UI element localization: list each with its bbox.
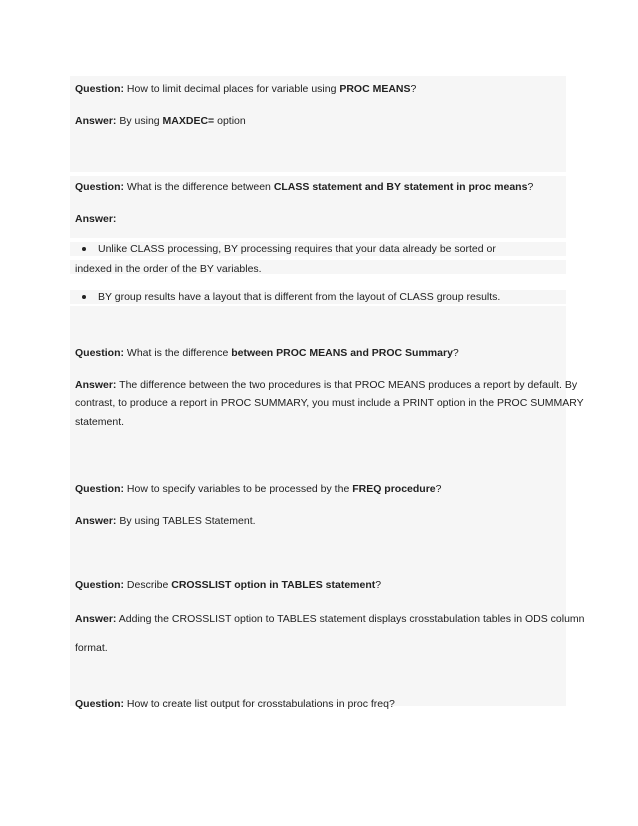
question-text: Describe: [124, 579, 172, 591]
question-keyword: FREQ procedure: [352, 483, 436, 495]
answer-5: [75, 612, 585, 626]
answer-5-line-2: format.: [75, 642, 108, 654]
question-label: Question:: [75, 83, 124, 95]
question-4: Question: How to specify variables to be processed by the FREQ procedure?: [75, 483, 442, 495]
question-text: How to create list output for crosstabulations in proc freq?: [124, 698, 395, 710]
bullet-icon: [82, 247, 86, 251]
question-keyword: CLASS statement and BY statement in proc means: [273, 181, 528, 193]
question-3: Question: What is the difference between PROC MEANS and PROC Summary?: [75, 347, 459, 359]
question-label: Question:: [75, 483, 124, 495]
question-text: How to specify variables to be processed by the: [124, 483, 353, 495]
question-label: Question:: [75, 347, 124, 359]
question-keyword: CROSSLIST option in TABLES statement: [171, 579, 376, 591]
answer-label: Answer:: [75, 115, 117, 127]
answer-3-line-3: statement.: [75, 416, 125, 428]
question-label: Question:: [75, 181, 124, 193]
answer-label: Answer:: [75, 515, 117, 527]
bullet-icon: [82, 295, 86, 299]
question-keyword: between PROC MEANS and PROC Summary: [231, 347, 453, 359]
answer-2: [75, 212, 116, 226]
answer-text: By using: [116, 115, 163, 127]
answer-label: Answer:: [75, 613, 117, 625]
question-1: Question: How to limit decimal places for variable using PROC MEANS?: [75, 83, 417, 95]
answer-text: By using TABLES Statement.: [116, 515, 256, 527]
question-text: What is the difference: [124, 347, 232, 359]
answer-keyword: MAXDEC=: [162, 115, 215, 127]
qa-background-block-6: [70, 306, 566, 706]
question-2: Question: What is the difference between CLASS statement and BY statement in proc means?: [75, 181, 534, 193]
question-text: What is the difference between: [124, 181, 274, 193]
question-5: Question: Describe CROSSLIST option in TABLES statement?: [75, 579, 382, 591]
answer-label: Answer:: [75, 213, 117, 225]
question-label: Question:: [75, 579, 124, 591]
question-keyword: PROC MEANS: [339, 83, 411, 95]
bullet-1-continuation: indexed in the order of the BY variables.: [75, 263, 262, 275]
answer-3-line-2: contrast, to produce a report in PROC SUMMARY, you must include a PRINT option in the PROC SUMMARY: [75, 397, 584, 409]
question-text: How to limit decimal places for variable using: [124, 83, 340, 95]
question-label: Question:: [75, 698, 124, 710]
question-6: [75, 697, 395, 711]
answer-3: [75, 378, 577, 392]
answer-text: The difference between the two procedures is that PROC MEANS produces a report by default. By: [116, 379, 578, 391]
answer-1: Answer: By using MAXDEC= option: [75, 115, 246, 127]
answer-text: Adding the CROSSLIST option to TABLES statement displays crosstabulation tables in ODS column: [116, 613, 585, 625]
bullet-1-text: Unlike CLASS processing, BY processing requires that your data already be sorted or: [98, 243, 496, 255]
answer-label: Answer:: [75, 379, 117, 391]
bullet-2-text: BY group results have a layout that is different from the layout of CLASS group results.: [98, 291, 501, 303]
answer-4: [75, 514, 256, 528]
